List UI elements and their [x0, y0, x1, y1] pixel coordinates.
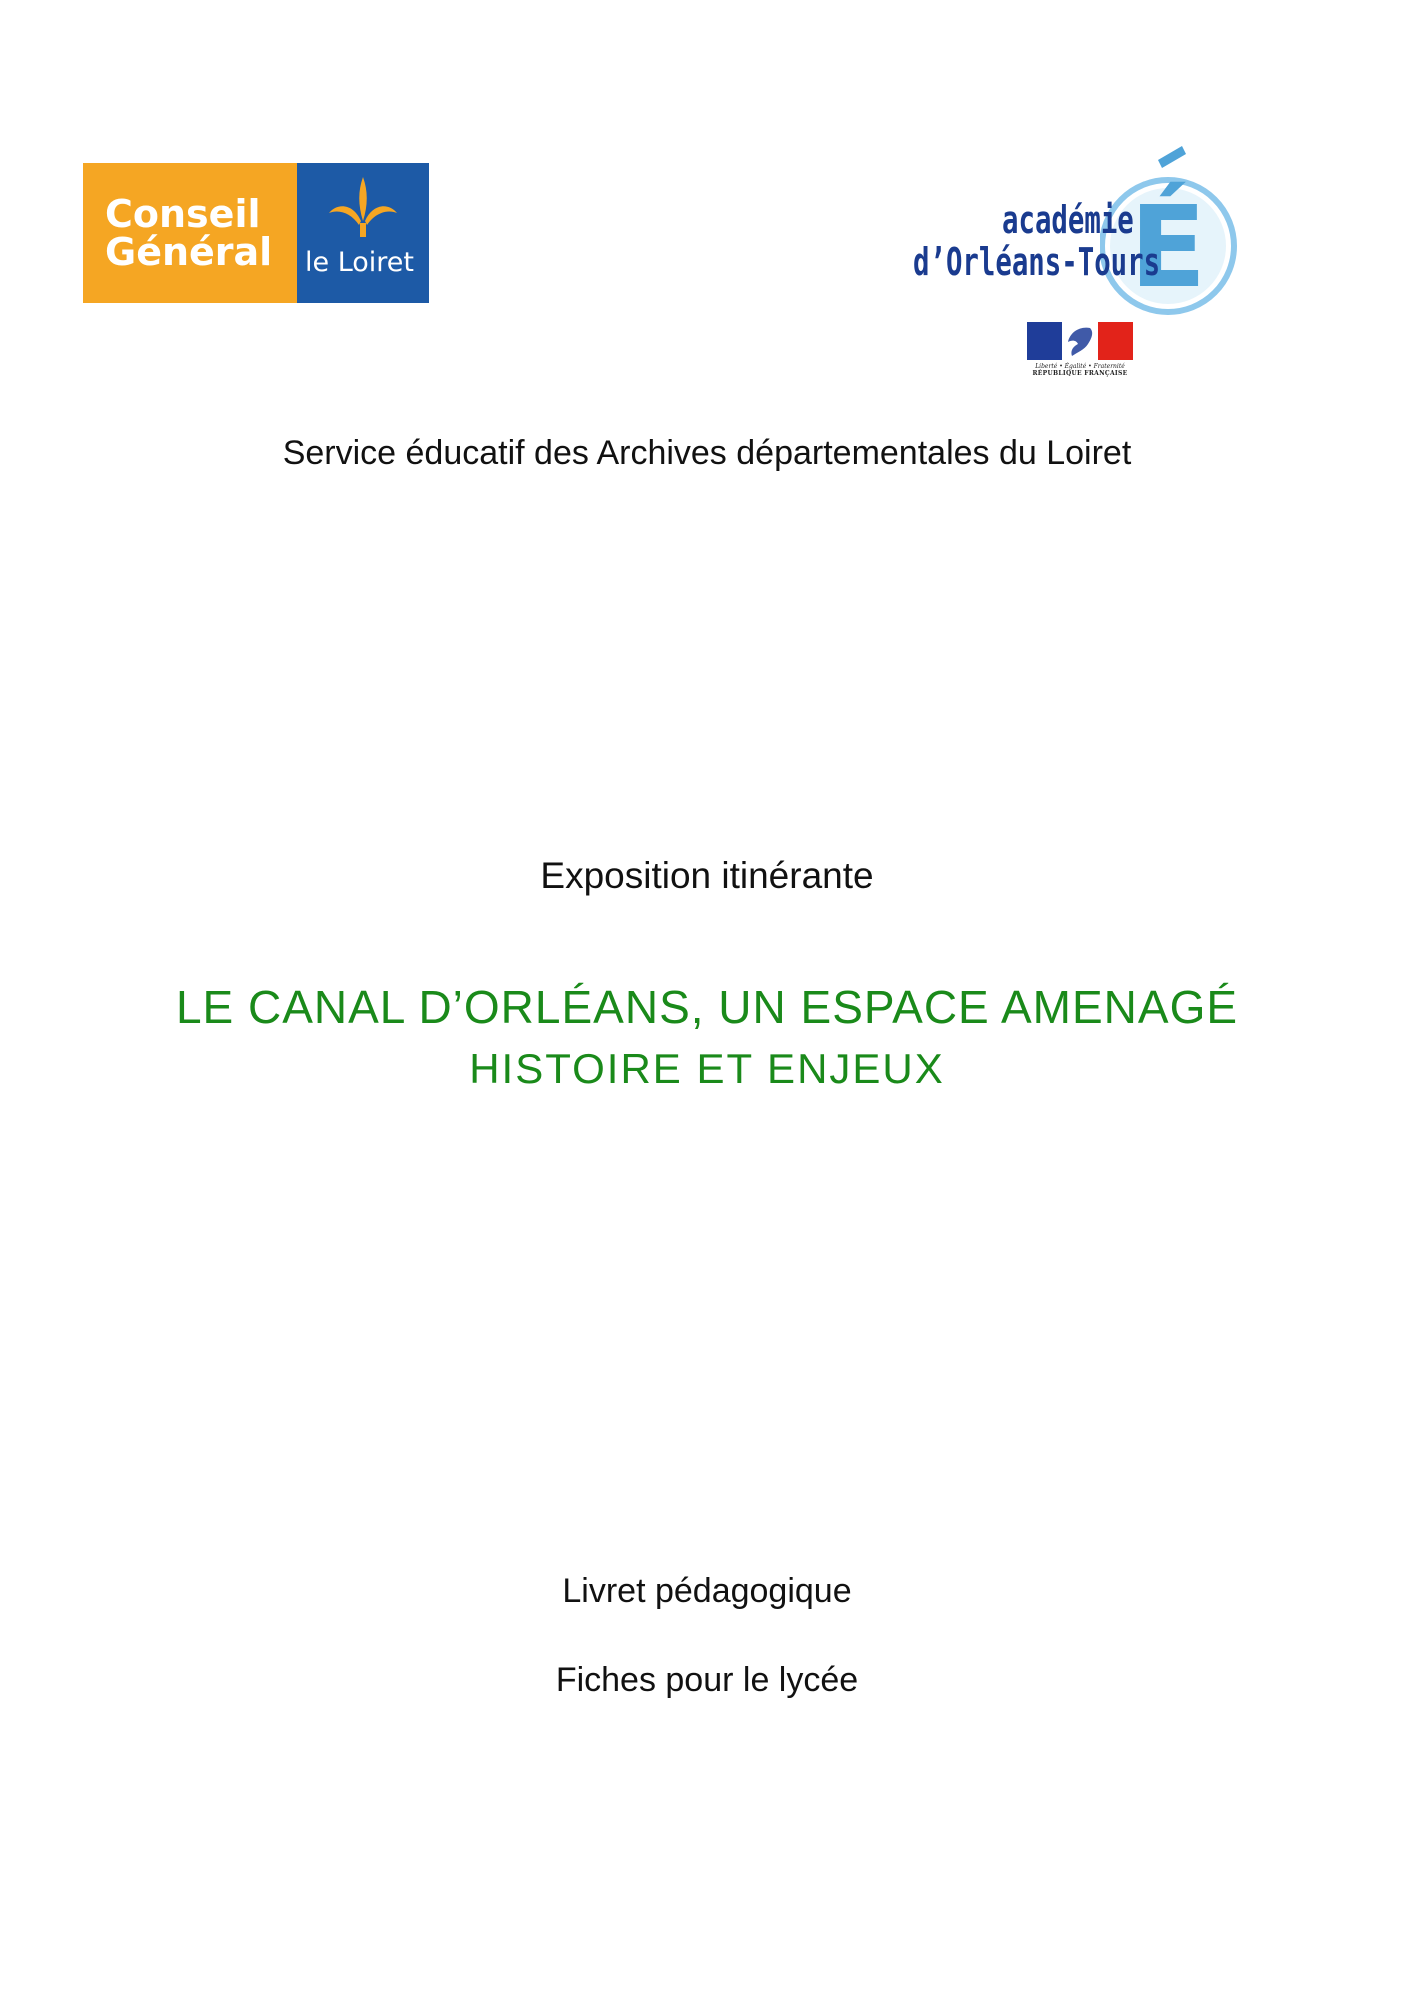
service-heading: Service éducatif des Archives départementales du Loiret: [282, 434, 1132, 472]
academie-line2: d’Orléans-Tours: [913, 240, 1161, 284]
conseil-general-logo: [83, 163, 429, 303]
academie-line1: académie: [1002, 198, 1134, 242]
republique-motto: Liberté • Égalité • Fraternité: [1035, 363, 1125, 370]
fleur-de-lis-icon: [325, 173, 401, 243]
conseil-general-wordmark: [83, 163, 297, 303]
sheets-label: Fiches pour le lycée: [555, 1661, 859, 1699]
conseil-general-line2: Général: [105, 230, 273, 274]
conseil-general-line1: Conseil: [105, 192, 261, 236]
document-title: LE CANAL D’ORLÉANS, UN ESPACE AMENAGÉ: [175, 981, 1239, 1033]
tricolor-flag: [1027, 322, 1133, 360]
exhibition-label: Exposition itinérante: [540, 855, 874, 896]
academie-logo: [905, 140, 1245, 390]
republique-name: RÉPUBLIQUE FRANÇAISE: [1032, 370, 1128, 377]
loiret-label: le Loiret: [305, 247, 414, 278]
loiret-panel: [297, 163, 429, 303]
booklet-label: Livret pédagogique: [562, 1572, 852, 1610]
marianne-icon: [1062, 322, 1098, 360]
academie-e-letter: É: [1129, 183, 1207, 313]
document-subtitle: HISTOIRE ET ENJEUX: [469, 1045, 945, 1092]
republique-francaise-logo: [1027, 322, 1133, 377]
